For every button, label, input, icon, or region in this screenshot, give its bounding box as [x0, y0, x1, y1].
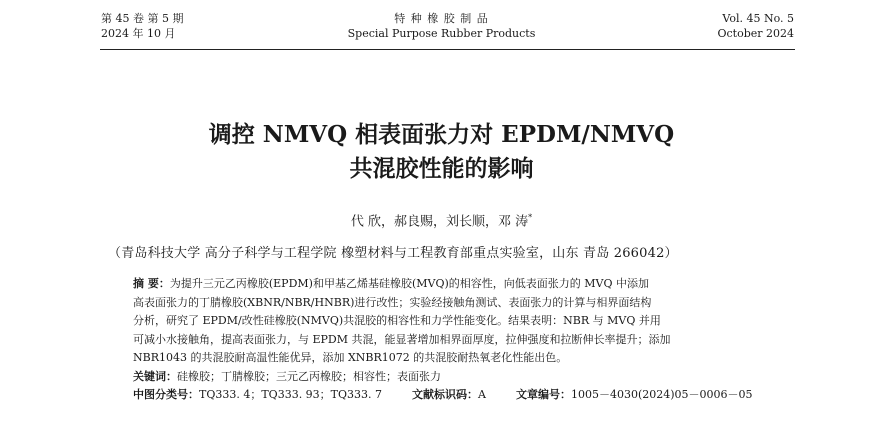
header-rule	[100, 49, 795, 50]
abstract-line: 可减小水接触角，提高表面张力，与 EPDM 共混，能显著增加相界面厚度，拉伸强度和拉断伸长率提升；添加	[133, 332, 671, 346]
journal-issue-info-en	[717, 11, 794, 41]
author-list	[0, 209, 883, 231]
affiliation: （青岛科技大学 高分子科学与工程学院 橡塑材料与工程教育部重点实验室，山东 青岛 266042）	[108, 246, 678, 261]
abstract-line: 分析，研究了 EPDM/改性硅橡胶(NMVQ)共混胶的相容性和力学性能变化。结果表明：NBR 与 MVQ 并用	[133, 314, 661, 327]
abstract-line	[133, 275, 783, 294]
abstract-text: 为提升三元乙丙橡胶(EPDM)和甲基乙烯基硅橡胶(MVQ)的相容性，向低表面张力的 MVQ 中添加	[169, 277, 649, 290]
paper-title-line-1: 调控 NMVQ 相表面张力对 EPDM/NMVQ	[208, 121, 675, 148]
article-no-value: 1005－4030(2024)05－0006－05	[570, 388, 753, 401]
volume-issue-cn: 第 45 卷 第 5 期	[101, 12, 184, 25]
journal-name-en: Special Purpose Rubber Products	[347, 27, 536, 40]
keywords-text: 硅橡胶；丁腈橡胶；三元乙丙橡胶；相容性；表面张力	[177, 369, 441, 383]
clc-value: TQ333. 4；TQ333. 93；TQ333. 7	[199, 388, 383, 401]
abstract-line: NBR1043 的共混胶耐高温性能优异，添加 XNBR1072 的共混胶耐热氧老化性能出色。	[133, 351, 568, 364]
doc-code-value: A	[478, 388, 486, 401]
doc-code-label: 文献标识码：	[412, 388, 479, 401]
keywords-label: 关键词：	[133, 369, 177, 383]
abstract-line: 高表面张力的丁腈橡胶(XBNR/NBR/HNBR)进行改性；实验经接触角测试、表面张力的计算与相界面结构	[133, 295, 652, 309]
classification-line	[133, 386, 783, 405]
date-cn: 2024 年 10 月	[101, 27, 176, 40]
author-names: 代 欣，郝良赐，刘长顺，邓 涛	[350, 214, 529, 230]
volume-issue-en: Vol. 45 No. 5	[722, 12, 794, 25]
clc-label: 中图分类号：	[133, 388, 199, 401]
paper-title-line-2: 共混胶性能的影响	[349, 155, 534, 182]
corresponding-author-mark: *	[528, 213, 533, 222]
abstract-label: 摘 要：	[133, 277, 170, 290]
date-en: October 2024	[717, 27, 794, 40]
journal-name-cn: 特 种 橡 胶 制 品	[394, 12, 489, 25]
keywords-line	[133, 368, 783, 387]
article-no-label: 文章编号：	[515, 388, 571, 401]
abstract-block	[133, 275, 783, 405]
